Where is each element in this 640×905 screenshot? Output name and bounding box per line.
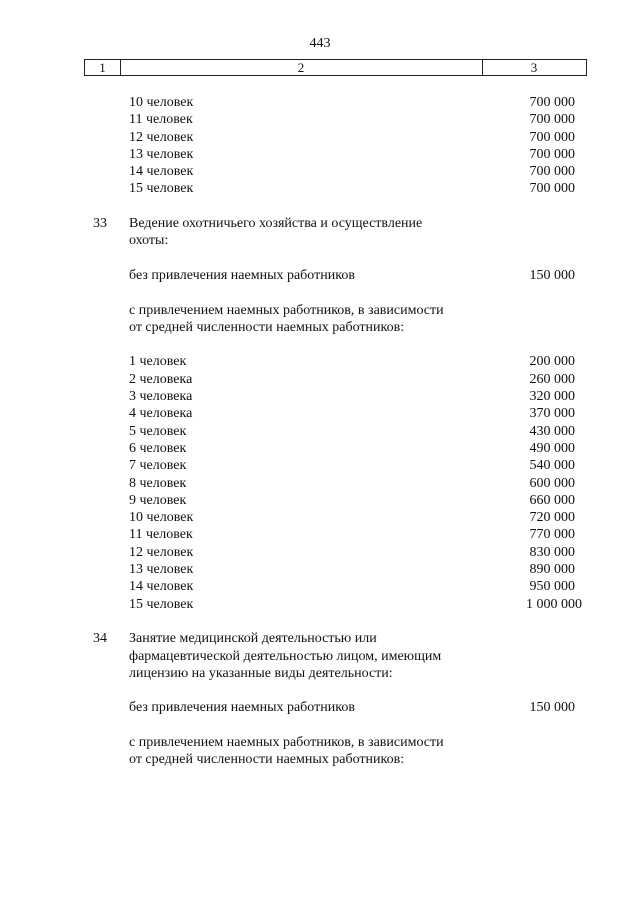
row-label: 7 человек — [129, 458, 187, 474]
table-body — [0, 94, 640, 769]
row-value: 430 000 — [529, 423, 575, 439]
row-value: 890 000 — [529, 562, 575, 578]
row-value: 700 000 — [529, 95, 575, 110]
table-row — [0, 544, 640, 561]
row-value: 700 000 — [529, 129, 575, 145]
table-header — [84, 59, 587, 76]
table-row — [0, 111, 640, 128]
row-value: 600 000 — [529, 475, 575, 491]
section-33-title — [0, 215, 640, 232]
section-title-line: Занятие медицинской деятельностью или — [129, 631, 377, 647]
row-value: 660 000 — [529, 492, 575, 508]
table-row — [0, 388, 640, 405]
section-33-title — [0, 232, 640, 249]
table-row — [0, 492, 640, 509]
row-label: 5 человек — [129, 423, 187, 439]
row-label: 13 человек — [129, 146, 194, 162]
section-title-line: фармацевтической деятельностью лицом, имеющим — [129, 648, 442, 664]
section-number: 34 — [93, 631, 107, 647]
row-label: 15 человек — [129, 181, 194, 197]
section-33-subtitle — [0, 319, 640, 336]
header-col-2: 2 — [120, 60, 483, 75]
row-value: 700 000 — [529, 181, 575, 197]
section-34-subtitle — [0, 734, 640, 751]
section-34-title — [0, 630, 640, 647]
row-label: без привлечения наемных работников — [129, 700, 355, 716]
table-row — [0, 129, 640, 146]
table-row — [0, 94, 640, 111]
section-title-line: охоты: — [129, 233, 169, 249]
row-value: 770 000 — [529, 527, 575, 543]
row-value: 540 000 — [529, 458, 575, 474]
page-number: 443 — [309, 36, 331, 51]
row-label: 10 человек — [129, 95, 194, 110]
table-row — [0, 353, 640, 370]
row-label: 12 человек — [129, 129, 194, 145]
row-label: 4 человека — [129, 406, 193, 422]
row-value: 200 000 — [529, 354, 575, 370]
row-label: 6 человек — [129, 440, 187, 456]
header-col-3: 3 — [530, 60, 538, 75]
section-title-line: Ведение охотничьего хозяйства и осуществление — [129, 216, 423, 232]
row-label: 11 человек — [129, 527, 193, 543]
header-col-1: 1 — [85, 60, 121, 75]
row-value: 700 000 — [529, 112, 575, 128]
row-value: 490 000 — [529, 440, 575, 456]
subtitle-line: от средней численности наемных работников: — [129, 319, 405, 335]
row-value: 150 000 — [529, 267, 575, 283]
subtitle-line: с привлечением наемных работников, в зависимости — [129, 734, 444, 750]
row-value: 950 000 — [529, 579, 575, 595]
table-row — [0, 267, 640, 284]
subtitle-line: от средней численности наемных работников: — [129, 752, 405, 768]
table-row — [0, 509, 640, 526]
table-row — [0, 405, 640, 422]
subtitle-line: с привлечением наемных работников, в зависимости — [129, 302, 444, 318]
table-row — [0, 163, 640, 180]
row-label: 9 человек — [129, 492, 187, 508]
section-33-subtitle — [0, 302, 640, 319]
row-label: 12 человек — [129, 544, 194, 560]
table-row — [0, 475, 640, 492]
section-number: 33 — [93, 216, 107, 232]
row-value: 320 000 — [529, 389, 575, 405]
row-value: 700 000 — [529, 146, 575, 162]
table-row — [0, 699, 640, 716]
row-value: 700 000 — [529, 164, 575, 180]
section-title-line: лицензию на указанные виды деятельности: — [129, 665, 393, 681]
row-value: 720 000 — [529, 510, 575, 526]
row-label: 2 человека — [129, 371, 193, 387]
section-34-title — [0, 648, 640, 665]
row-label: 8 человек — [129, 475, 187, 491]
row-value: 830 000 — [529, 544, 575, 560]
section-34-subtitle — [0, 751, 640, 768]
row-value: 260 000 — [529, 371, 575, 387]
row-value: 1 000 000 — [526, 596, 582, 612]
table-row — [0, 146, 640, 163]
row-value: 370 000 — [529, 406, 575, 422]
table-row — [0, 423, 640, 440]
row-label: 13 человек — [129, 562, 194, 578]
table-row — [0, 457, 640, 474]
row-label: 1 человек — [129, 354, 187, 370]
row-label: 11 человек — [129, 112, 193, 128]
row-value: 150 000 — [529, 700, 575, 716]
row-label: 14 человек — [129, 579, 194, 595]
table-row — [0, 596, 640, 613]
section-34-title — [0, 665, 640, 682]
table-row — [0, 526, 640, 543]
row-label: 10 человек — [129, 510, 194, 526]
table-row — [0, 180, 640, 197]
table-row — [0, 578, 640, 595]
row-label: 15 человек — [129, 596, 194, 612]
table-row — [0, 561, 640, 578]
table-row — [0, 440, 640, 457]
row-label: 3 человека — [129, 389, 193, 405]
row-label: 14 человек — [129, 164, 194, 180]
table-row — [0, 371, 640, 388]
row-label: без привлечения наемных работников — [129, 267, 355, 283]
